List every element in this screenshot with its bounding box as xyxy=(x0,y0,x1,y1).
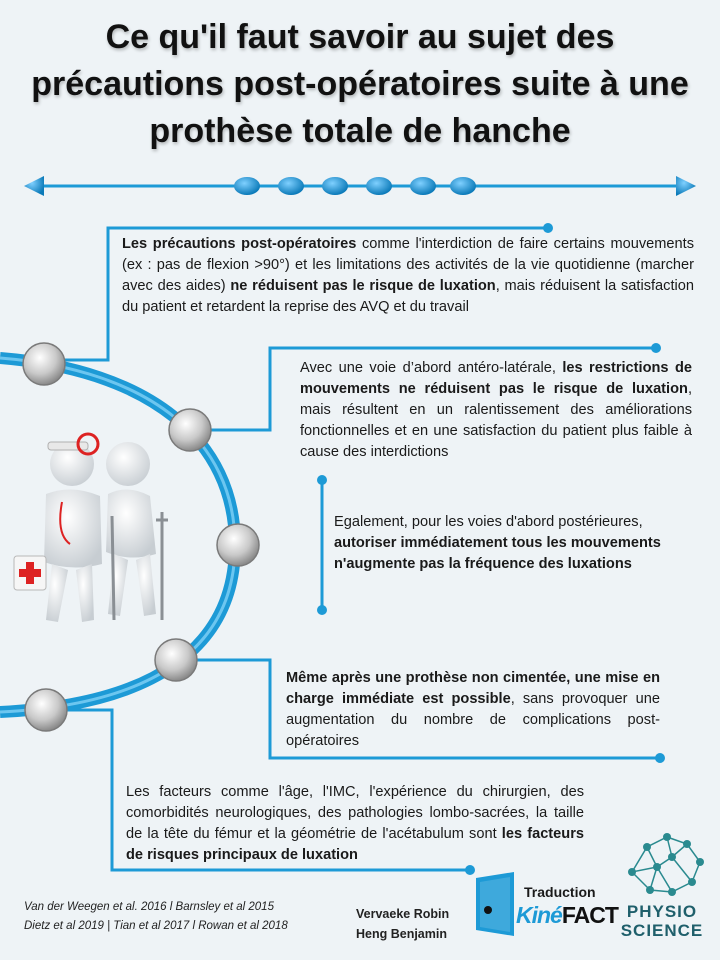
reference-line: Dietz et al 2019 | Tian et al 2017 l Rowan et al 2018 xyxy=(24,920,288,932)
text-block-risk-factors xyxy=(126,782,584,866)
references xyxy=(24,898,344,936)
doctor-patient-illustration xyxy=(10,424,180,634)
physio-line1: PHYSIO xyxy=(626,902,698,921)
authors xyxy=(356,904,476,944)
text-run: Les facteurs comme l'âge, l'IMC, l'expérience du chirurgien, des comorbidités neurologiques, des pathologies lombo-sacrées, la taille de la tête du fémur et la géométrie de l'acétabulum sont xyxy=(126,784,584,842)
text-block-precautions xyxy=(122,234,694,318)
text-run: , sans provoquer une augmentation du nombre de complications post-opératoires xyxy=(286,691,660,749)
text-run: les restrictions de mouvements ne réduisent pas le risque de luxation xyxy=(300,360,692,397)
text-run: Egalement, pour les voies d'abord postérieures, xyxy=(334,514,643,530)
physio-line2: SCIENCE xyxy=(620,921,704,940)
text-block-posterior xyxy=(334,512,662,575)
reference-line: Van der Weegen et al. 2016 l Barnsley et al 2015 xyxy=(24,901,274,913)
page-title: Ce qu'il faut savoir au sujet des précautions post-opératoires suite à une prothèse totale de hanche xyxy=(31,18,689,150)
author-name: Vervaeke Robin xyxy=(356,907,450,921)
physio-science-wordmark xyxy=(610,902,714,940)
kinefact-wordmark xyxy=(516,902,618,929)
translation-label: Traduction xyxy=(524,884,596,900)
text-run: Même après une prothèse non cimentée, une mise en charge immédiate est possible xyxy=(286,670,660,707)
divider-arrow-left xyxy=(24,176,44,196)
kinefact-logo-icon xyxy=(474,870,520,940)
text-run: Les précautions post-opératoires xyxy=(122,236,357,252)
divider-dots xyxy=(234,177,476,195)
physio-science-logo-icon xyxy=(612,822,712,902)
text-run: Avec une voie d’abord antéro-latérale, xyxy=(300,360,563,376)
kinefact-part2: FACT xyxy=(561,902,618,928)
text-block-anterolateral xyxy=(300,358,692,463)
text-run: autoriser immédiatement tous les mouvements n'augmente pas la fréquence des luxations xyxy=(334,535,661,572)
kinefact-part1: Kiné xyxy=(516,902,562,928)
text-run: comme l'interdiction de faire certains mouvements (ex : pas de flexion >90°) et les limitations des activités de la vie quotidienne (marcher avec des aides) xyxy=(122,236,694,294)
author-name: Heng Benjamin xyxy=(356,927,447,941)
text-run: les facteurs de risques principaux de luxation xyxy=(126,826,584,863)
text-run: , mais réduisent la satisfaction du patient et retardent la reprise des AVQ et du travail xyxy=(122,278,695,315)
text-run: , mais résultent en un ralentissement des améliorations fonctionnelles et en une satisfaction du patient plus faible à cause des interdictions xyxy=(300,381,692,460)
divider-arrow-right xyxy=(676,176,696,196)
text-run: ne réduisent pas le risque de luxation xyxy=(230,278,496,294)
text-block-uncemented xyxy=(286,668,660,752)
